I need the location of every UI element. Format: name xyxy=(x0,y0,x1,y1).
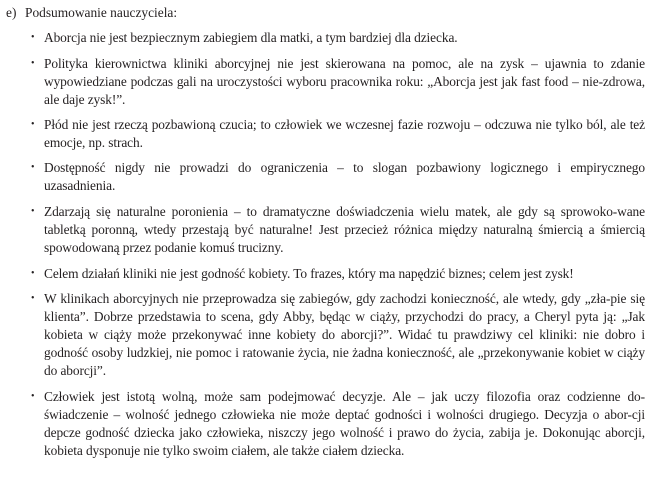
list-item-text: Zdarzają się naturalne poronienia – to dramatyczne doświadczenia wielu matek, ale gdy są sprowoko-wane tabletką poronną, wtedy przestają być naturalne! Jest przecież różnica między naturalną śmiercią a śmiercią spowodowaną przez podanie komuś trucizny. xyxy=(44,203,645,255)
list-item xyxy=(31,265,645,283)
bullet-icon: • xyxy=(31,32,35,43)
list-item-text: W klinikach aborcyjnych nie przeprowadza się zabiegów, gdy zachodzi konieczność, ale wtedy, gdy „zła-pie się klienta”. Dobrze przedstawia to scena, gdy Abby, będąc w ciąży, przychodzi do pracy, a Cheryl pyta ją: „Jak kobieta w ciąży może przekonywać inne kobiety do aborcji?”. Widać tu prawdziwy cel kliniki: nie dobro i godność osoby ludzkiej, nie pomoc i ratowanie życia, nie żadna konieczność, ale „przekonywanie kobiet w ciąży do aborcji”. xyxy=(44,290,645,378)
list-item-text: Polityka kierownictwa kliniki aborcyjnej nie jest skierowana na pomoc, ale na zysk – ujawnia to zdanie wypowiedziane podczas gali na uroczystości wyboru pracownika roku: „Aborcja jest jak fast food – nie-zdrowa, ale daje zysk!”. xyxy=(44,55,645,107)
list-item xyxy=(31,116,645,152)
bullet-icon: • xyxy=(31,267,35,279)
list-item xyxy=(31,388,645,460)
list-item-text: Celem działań kliniki nie jest godność kobiety. To frazes, który ma napędzić biznes; celem jest zysk! xyxy=(44,265,574,281)
section-marker: e) xyxy=(6,5,17,20)
section-title: Podsumowanie nauczyciela: xyxy=(25,5,178,20)
list-item xyxy=(31,29,645,47)
section-heading xyxy=(6,4,177,22)
list-item xyxy=(31,55,645,109)
list-item-text: Aborcja nie jest bezpiecznym zabiegiem dla matki, a tym bardziej dla dziecka. xyxy=(44,30,458,45)
list-item xyxy=(31,203,645,257)
bullet-icon: • xyxy=(31,292,35,304)
list-item-text: Dostępność nigdy nie prowadzi do ograniczenia – to slogan pozbawiony logicznego i empirycznego uzasadnienia. xyxy=(44,159,645,193)
list-item xyxy=(31,290,645,380)
list-item xyxy=(31,159,645,195)
bullet-icon: • xyxy=(31,390,35,402)
list-item-text: Płód nie jest rzeczą pozbawioną czucia; to człowiek we wczesnej fazie rozwoju – odczuwa nie tylko ból, ale też emocje, np. strach. xyxy=(44,116,645,150)
bullet-icon: • xyxy=(31,57,35,69)
bullet-icon: • xyxy=(31,205,35,217)
bullet-icon: • xyxy=(31,161,35,173)
summary-list xyxy=(31,29,645,467)
list-item-text: Człowiek jest istotą wolną, może sam podejmować decyzje. Ale – jak uczy filozofia oraz codzienne do-świadczenie – wolność jednego człowieka nie może deptać godności i wolności drugiego. Decyzja o abor-cji depcze godność dziecka jako człowieka, niszczy jego wolność i prawo do życia, zabija je. Dokonując aborcji, kobieta dysponuje nie tylko swoim ciałem, ale także ciałem dziecka. xyxy=(44,388,645,458)
bullet-icon: • xyxy=(31,118,35,130)
